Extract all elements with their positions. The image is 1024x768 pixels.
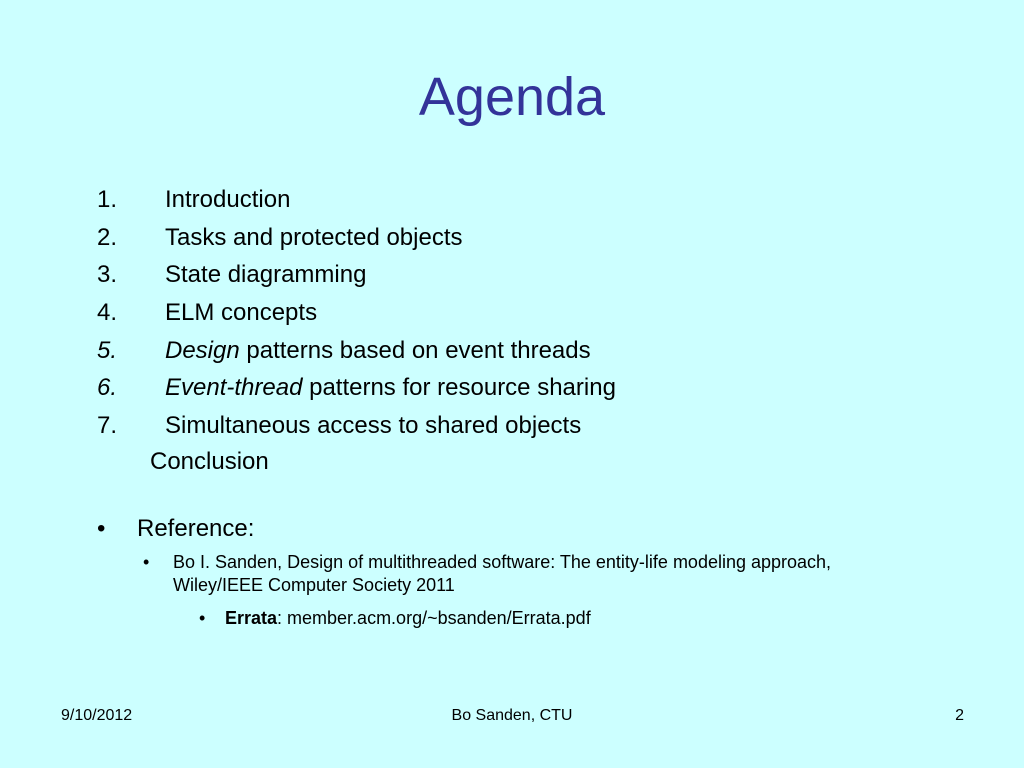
agenda-item <box>97 256 616 294</box>
agenda-number: 1. <box>97 186 118 213</box>
agenda-number: 4. <box>97 299 118 327</box>
agenda-text: Simultaneous access to shared objects <box>165 412 582 440</box>
agenda-item <box>97 407 616 445</box>
reference-book-text: Bo I. Sanden, Design of multithreaded software: The entity-life modeling approach, Wiley/IEEE Computer Society 2011 <box>173 552 832 595</box>
agenda-item <box>97 332 616 370</box>
slide-title: Agenda <box>418 67 606 127</box>
reference-book <box>143 551 923 597</box>
footer-page-number: 2 <box>955 707 964 724</box>
agenda-text: patterns based on event threads <box>239 336 591 364</box>
errata-line <box>199 607 591 630</box>
conclusion-item: Conclusion <box>150 448 269 475</box>
agenda-italic-text: Design <box>165 336 240 364</box>
reference-label: Reference: <box>137 515 255 542</box>
agenda-number: 2. <box>97 223 118 251</box>
agenda-item <box>97 181 616 219</box>
agenda-number: 5. <box>97 336 118 364</box>
agenda-text: Introduction <box>165 186 291 213</box>
agenda-item <box>97 219 616 257</box>
errata-label: Errata <box>225 608 278 628</box>
bullet-icon: • <box>143 552 150 572</box>
reference-heading <box>97 512 254 546</box>
agenda-italic-text: Event-thread <box>165 374 303 402</box>
agenda-list <box>97 181 616 445</box>
agenda-text: State diagramming <box>165 261 367 289</box>
agenda-text: ELM concepts <box>165 299 318 327</box>
agenda-item <box>97 369 616 407</box>
agenda-number: 3. <box>97 261 118 289</box>
errata-url: : member.acm.org/~bsanden/Errata.pdf <box>277 608 591 628</box>
agenda-item <box>97 294 616 332</box>
bullet-icon: • <box>199 608 206 628</box>
agenda-number: 6. <box>97 374 118 402</box>
agenda-number: 7. <box>97 412 118 440</box>
agenda-text: Tasks and protected objects <box>165 223 463 251</box>
footer-date: 9/10/2012 <box>61 707 133 724</box>
bullet-icon: • <box>97 515 106 542</box>
agenda-text: patterns for resource sharing <box>302 374 616 402</box>
footer-author: Bo Sanden, CTU <box>451 707 573 724</box>
